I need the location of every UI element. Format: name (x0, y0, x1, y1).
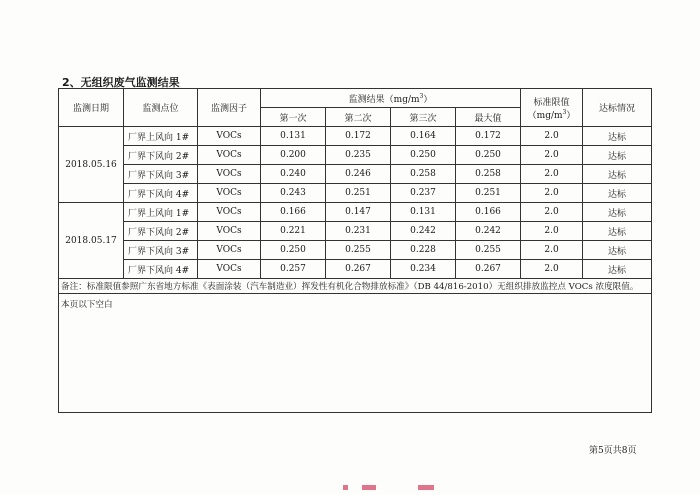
section-title: 2、无组织废气监测结果 (62, 76, 180, 89)
table-row (59, 146, 652, 165)
value-second-cell: 0.147 (326, 203, 391, 222)
date-cell: 2018.05.16 (59, 127, 124, 203)
value-first-cell: 0.166 (261, 203, 326, 222)
factor-cell: VOCs (198, 260, 261, 279)
header-limit-end: ） (566, 110, 576, 121)
header-result-sup: 3 (419, 92, 424, 100)
value-first-cell: 0.221 (261, 222, 326, 241)
limit-cell: 2.0 (521, 165, 583, 184)
point-cell: 厂界下风向 4# (124, 260, 198, 279)
value-second-cell: 0.246 (326, 165, 391, 184)
value-first-cell: 0.243 (261, 184, 326, 203)
table-row (59, 241, 652, 260)
header-factor: 监测因子 (198, 89, 261, 127)
header-point: 监测点位 (124, 89, 198, 127)
point-cell: 厂界下风向 3# (124, 165, 198, 184)
note-text: 备注：标准限值参照广东省地方标准《表面涂装（汽车制造业）挥发性有机化合物排放标准》（DB 44/816-2010）无组织排放监控点 VOCs 浓度限值。 (59, 279, 652, 294)
point-cell: 厂界上风向 1# (124, 203, 198, 222)
value-first-cell: 0.257 (261, 260, 326, 279)
header-result (261, 89, 521, 108)
status-cell: 达标 (583, 127, 652, 146)
status-cell: 达标 (583, 165, 652, 184)
value-max-cell: 0.242 (456, 222, 521, 241)
status-cell: 达标 (583, 184, 652, 203)
table-row (59, 222, 652, 241)
limit-cell: 2.0 (521, 260, 583, 279)
factor-cell: VOCs (198, 146, 261, 165)
value-third-cell: 0.242 (391, 222, 456, 241)
point-cell: 厂界下风向 2# (124, 222, 198, 241)
value-third-cell: 0.131 (391, 203, 456, 222)
value-third-cell: 0.258 (391, 165, 456, 184)
value-max-cell: 0.250 (456, 146, 521, 165)
point-cell: 厂界下风向 2# (124, 146, 198, 165)
value-second-cell: 0.251 (326, 184, 391, 203)
value-third-cell: 0.237 (391, 184, 456, 203)
value-first-cell: 0.240 (261, 165, 326, 184)
value-max-cell: 0.251 (456, 184, 521, 203)
factor-cell: VOCs (198, 184, 261, 203)
value-first-cell: 0.250 (261, 241, 326, 260)
factor-cell: VOCs (198, 203, 261, 222)
header-limit-unit-text: （mg/m (527, 110, 563, 121)
header-limit-text: 标准限值 (533, 97, 570, 108)
value-second-cell: 0.267 (326, 260, 391, 279)
header-third: 第三次 (391, 108, 456, 127)
table-row (59, 203, 652, 222)
status-cell: 达标 (583, 222, 652, 241)
table-body (59, 127, 652, 279)
value-second-cell: 0.255 (326, 241, 391, 260)
value-second-cell: 0.235 (326, 146, 391, 165)
header-first: 第一次 (261, 108, 326, 127)
stamp-mark-left (343, 485, 348, 490)
status-cell: 达标 (583, 203, 652, 222)
point-cell: 厂界下风向 4# (124, 184, 198, 203)
monitoring-table (58, 88, 652, 413)
header-second: 第二次 (326, 108, 391, 127)
limit-cell: 2.0 (521, 222, 583, 241)
factor-cell: VOCs (198, 127, 261, 146)
date-cell: 2018.05.17 (59, 203, 124, 279)
value-max-cell: 0.267 (456, 260, 521, 279)
limit-cell: 2.0 (521, 127, 583, 146)
status-cell: 达标 (583, 146, 652, 165)
factor-cell: VOCs (198, 222, 261, 241)
header-max: 最大值 (456, 108, 521, 127)
value-second-cell: 0.231 (326, 222, 391, 241)
point-cell: 厂界上风向 1# (124, 127, 198, 146)
value-first-cell: 0.131 (261, 127, 326, 146)
stamp-mark-mid (362, 485, 376, 490)
factor-cell: VOCs (198, 241, 261, 260)
value-third-cell: 0.250 (391, 146, 456, 165)
table-row (59, 184, 652, 203)
value-third-cell: 0.234 (391, 260, 456, 279)
header-status: 达标情况 (583, 89, 652, 127)
status-cell: 达标 (583, 241, 652, 260)
limit-cell: 2.0 (521, 203, 583, 222)
header-result-text: 监测结果（mg/m (348, 94, 420, 105)
table-row (59, 165, 652, 184)
table-row (59, 260, 652, 279)
blank-remark: 本页以下空白 (59, 294, 652, 413)
point-cell: 厂界下风向 3# (124, 241, 198, 260)
page-number: 第5页共8页 (589, 446, 637, 456)
value-max-cell: 0.255 (456, 241, 521, 260)
header-date: 监测日期 (59, 89, 124, 127)
status-cell: 达标 (583, 260, 652, 279)
header-limit (521, 89, 583, 127)
header-result-end: ） (423, 94, 433, 105)
factor-cell: VOCs (198, 165, 261, 184)
limit-cell: 2.0 (521, 184, 583, 203)
value-max-cell: 0.166 (456, 203, 521, 222)
limit-cell: 2.0 (521, 146, 583, 165)
table-row (59, 127, 652, 146)
value-second-cell: 0.172 (326, 127, 391, 146)
header-limit-sup: 3 (562, 108, 567, 116)
value-third-cell: 0.228 (391, 241, 456, 260)
value-third-cell: 0.164 (391, 127, 456, 146)
value-first-cell: 0.200 (261, 146, 326, 165)
header-limit-unit (521, 108, 582, 121)
value-max-cell: 0.172 (456, 127, 521, 146)
value-max-cell: 0.258 (456, 165, 521, 184)
stamp-mark-right (418, 485, 434, 490)
limit-cell: 2.0 (521, 241, 583, 260)
